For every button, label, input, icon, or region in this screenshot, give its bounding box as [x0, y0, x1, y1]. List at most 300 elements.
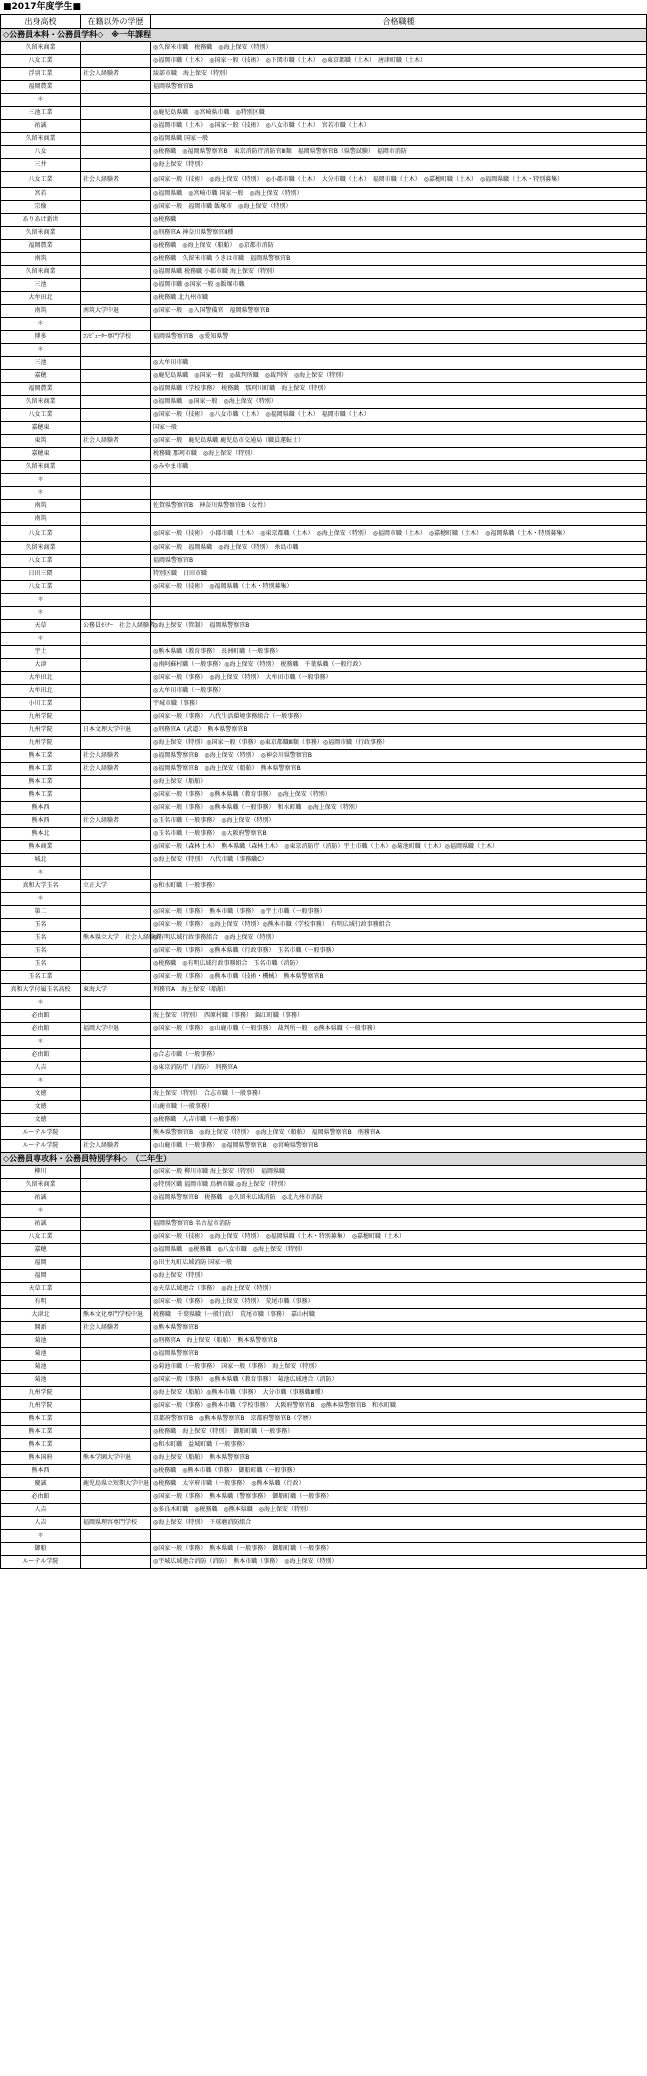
result-cell: 特別区職 日田市職: [151, 568, 647, 581]
table-row: [1, 1010, 647, 1023]
result-cell: ◎みやま市職: [151, 461, 647, 474]
school-cell: 天草工業: [1, 1283, 81, 1296]
table-row: [1, 305, 647, 318]
other-education-cell: [81, 1010, 151, 1023]
table-row: [1, 1023, 647, 1036]
page-title: ■2017年度学生■: [3, 2, 82, 12]
table-row: [1, 724, 647, 737]
school-cell: 久留米商業: [1, 396, 81, 409]
other-education-cell: [81, 1179, 151, 1192]
result-cell: ◎菊池市職（一般事務） 国家一般（事務） 海上保安（特別）: [151, 1361, 647, 1374]
school-cell: 八女工業: [1, 172, 81, 188]
result-cell: ◎国家一般（事務） 熊本県職（一般事務） 御船町職（一般事務）: [151, 1543, 647, 1556]
table-row: [1, 357, 647, 370]
other-education-cell: [81, 1374, 151, 1387]
other-education-cell: [81, 1218, 151, 1231]
table-row: [1, 266, 647, 279]
school-cell: 九州学院: [1, 737, 81, 750]
table-row: [1, 607, 647, 620]
other-education-cell: 社会人経験者: [81, 1322, 151, 1335]
school-cell: 嘉穂: [1, 370, 81, 383]
school-cell: 熊本工業: [1, 1413, 81, 1426]
school-cell: 天草: [1, 620, 81, 633]
result-cell: [151, 867, 647, 880]
other-education-cell: [81, 1491, 151, 1504]
school-cell: 人吉: [1, 1062, 81, 1075]
other-education-cell: [81, 581, 151, 594]
school-cell: 必由館: [1, 1049, 81, 1062]
school-cell: 熊本工業: [1, 1439, 81, 1452]
table-row: [1, 737, 647, 750]
other-education-cell: [81, 1283, 151, 1296]
school-cell: ＊: [1, 1036, 81, 1049]
other-education-cell: [81, 81, 151, 94]
result-cell: ◎南阿蘇村職（一般事務）◎海上保安（特別） 税務職 千葉県職（一般行政）: [151, 659, 647, 672]
school-cell: 久留米商業: [1, 542, 81, 555]
table-row: [1, 568, 647, 581]
table-row: [1, 435, 647, 448]
school-cell: 熊本工業: [1, 750, 81, 763]
other-education-cell: [81, 42, 151, 55]
other-education-cell: [81, 568, 151, 581]
school-cell: 八女工業: [1, 55, 81, 68]
result-cell: ◎国家一般（事務） 熊本県職（警察事務） 御船町職（一般事務）: [151, 1491, 647, 1504]
table-row: [1, 1075, 647, 1088]
result-cell: ◎税務職 北九州市職: [151, 292, 647, 305]
table-row: [1, 542, 647, 555]
result-cell: ◎税務職 海上保安（特別） 御船町職（一般事務）: [151, 1426, 647, 1439]
other-education-cell: [81, 1127, 151, 1140]
other-education-cell: [81, 594, 151, 607]
result-cell: ◎東京消防庁（消防） 刑務官A: [151, 1062, 647, 1075]
school-cell: 熊本工業: [1, 789, 81, 802]
other-education-cell: 社会人経験者: [81, 68, 151, 81]
other-education-cell: 福岡県理容専門学校: [81, 1517, 151, 1530]
result-cell: ◎福岡県職 税務職 小郡市職 海上保安（特別）: [151, 266, 647, 279]
table-row: [1, 880, 647, 893]
other-education-cell: [81, 776, 151, 789]
result-cell: [151, 1036, 647, 1049]
table-row: [1, 1361, 647, 1374]
school-cell: 開新: [1, 1322, 81, 1335]
table-row: [1, 409, 647, 422]
result-cell: ◎税務職 久留米市職 うきは市職 福岡県警察官B: [151, 253, 647, 266]
other-education-cell: [81, 958, 151, 971]
other-education-cell: [81, 971, 151, 984]
school-cell: 御船: [1, 1543, 81, 1556]
school-cell: 南筑: [1, 513, 81, 526]
other-education-cell: [81, 344, 151, 357]
school-cell: ＊: [1, 594, 81, 607]
school-cell: 大津北: [1, 1309, 81, 1322]
result-cell: ◎税務職 ◎熊本市職（事務） 御船町職（一般事務）: [151, 1465, 647, 1478]
other-education-cell: [81, 1296, 151, 1309]
result-cell: ◎国家一般（技術） 小郡市職（土木） ◎東京都職（土木） ◎海上保安（特別） ◎福岡市職（土木） ◎嘉穂町職（土木） ◎福岡県職（土木・特別募集）: [151, 526, 647, 542]
table-row: [1, 1257, 647, 1270]
table-row: [1, 107, 647, 120]
table-row: [1, 331, 647, 344]
result-cell: ◎海上保安（管制） 福岡県警察官B: [151, 620, 647, 633]
other-education-cell: 福岡大学中退: [81, 1023, 151, 1036]
result-cell: ◎福岡県職 ◎税務職 ◎八女市職 ◎海上保安（特別）: [151, 1244, 647, 1257]
other-education-cell: [81, 214, 151, 227]
result-cell: 京都府警察官B ◎熊本県警察官B 京都府警察官B（学歴）: [151, 1413, 647, 1426]
result-cell: ◎国家一般（事務） ◎熊本市職（技術・機械） 熊本県警察官B: [151, 971, 647, 984]
other-education-cell: 社会人経験者: [81, 815, 151, 828]
result-cell: [151, 1075, 647, 1088]
result-cell: ◎刑務官A（武道） 熊本県警察官B: [151, 724, 647, 737]
result-cell: 刑務官A 海上保安（船舶）: [151, 984, 647, 997]
result-cell: ◎税務職 ◎海上保安（船舶） ◎京都市消防: [151, 240, 647, 253]
table-row: [1, 1179, 647, 1192]
table-row: [1, 1478, 647, 1491]
school-cell: 文徳: [1, 1114, 81, 1127]
table-row: [1, 815, 647, 828]
school-cell: 熊本西: [1, 815, 81, 828]
other-education-cell: [81, 227, 151, 240]
table-row: [1, 594, 647, 607]
table-row: [1, 1283, 647, 1296]
school-cell: 必由館: [1, 1010, 81, 1023]
table-row: [1, 1322, 647, 1335]
table-row: [1, 227, 647, 240]
other-education-cell: [81, 1114, 151, 1127]
result-cell: 海上保安（特別） 合志市職（一般事務）: [151, 1088, 647, 1101]
school-cell: 久留米商業: [1, 42, 81, 55]
other-education-cell: [81, 409, 151, 422]
other-education-cell: [81, 555, 151, 568]
other-education-cell: 熊本県立大学 社会人経験者: [81, 932, 151, 945]
other-education-cell: 社会人経験者: [81, 750, 151, 763]
result-cell: ◎国家一般 福岡市職 飯塚市 ◎海上保安（特別）: [151, 201, 647, 214]
school-cell: 城北: [1, 854, 81, 867]
school-cell: 久留米商業: [1, 461, 81, 474]
result-cell: ◎国家一般 福岡県職 ◎海上保安（特別） 糸島市職: [151, 542, 647, 555]
other-education-cell: [81, 854, 151, 867]
table-row: [1, 1309, 647, 1322]
school-cell: 福岡農業: [1, 383, 81, 396]
table-row: [1, 1088, 647, 1101]
result-cell: ◎海上保安（特別） 八代市職（事務職C）: [151, 854, 647, 867]
other-education-cell: [81, 487, 151, 500]
other-education-cell: [81, 201, 151, 214]
result-cell: ◎和水町職（一般事務）: [151, 880, 647, 893]
table-row: [1, 344, 647, 357]
other-education-cell: [81, 461, 151, 474]
table-row: [1, 971, 647, 984]
school-cell: 福岡: [1, 1257, 81, 1270]
school-cell: 宮若: [1, 188, 81, 201]
school-cell: ルーテル学院: [1, 1140, 81, 1153]
school-cell: ＊: [1, 997, 81, 1010]
school-cell: 熊本工業: [1, 776, 81, 789]
other-education-cell: [81, 357, 151, 370]
table-row: [1, 1504, 647, 1517]
other-education-cell: [81, 107, 151, 120]
result-cell: [151, 607, 647, 620]
result-cell: [151, 94, 647, 107]
table-row: [1, 1231, 647, 1244]
school-cell: 大牟田北: [1, 672, 81, 685]
school-cell: ＊: [1, 607, 81, 620]
school-cell: 慶誠: [1, 1478, 81, 1491]
table-row: [1, 383, 647, 396]
table-row: [1, 958, 647, 971]
school-cell: 八女工業: [1, 581, 81, 594]
table-row: [1, 1166, 647, 1179]
school-cell: 熊本工業: [1, 763, 81, 776]
other-education-cell: 熊本文化専門学校中退: [81, 1309, 151, 1322]
school-cell: 大牟田北: [1, 685, 81, 698]
school-cell: 第二: [1, 906, 81, 919]
school-cell: 菊池: [1, 1374, 81, 1387]
result-cell: ◎天草広域連合（事務） ◎海上保安（特別）: [151, 1283, 647, 1296]
result-cell: ◎国家一般（事務） ◎海上保安（特別）◎熊本市職（学校事務） 有明広域行政事務組合: [151, 919, 647, 932]
table-row: [1, 1387, 647, 1400]
school-cell: 久留米商業: [1, 227, 81, 240]
table-row: [1, 1530, 647, 1543]
result-cell: ◎福岡県職 国家一般: [151, 133, 647, 146]
result-cell: ◎鹿児島県職 ◎国家一般 ◎裁判所職 ◎裁判所 ◎海上保安（特別）: [151, 370, 647, 383]
school-cell: 嘉穂: [1, 1244, 81, 1257]
table-row: [1, 1491, 647, 1504]
other-education-cell: [81, 370, 151, 383]
result-cell: ◎福岡市職（土木） ◎国家一般（技術） ◎八女市職（土木） 宮若市職（土木）: [151, 120, 647, 133]
result-cell: [151, 594, 647, 607]
school-cell: 熊本国府: [1, 1452, 81, 1465]
table-row: [1, 620, 647, 633]
other-education-cell: [81, 841, 151, 854]
school-cell: ＊: [1, 94, 81, 107]
result-cell: [151, 1205, 647, 1218]
result-cell: ◎福岡県職 ◎宮崎市職 国家一般 ◎海上保安（特別）: [151, 188, 647, 201]
school-cell: ＊: [1, 1205, 81, 1218]
other-education-cell: [81, 1192, 151, 1205]
result-cell: ◎刑務官A 神奈川県警察官Ⅱ種: [151, 227, 647, 240]
other-education-cell: [81, 120, 151, 133]
result-cell: ◎国家一般（事務） ◎熊本県職（教育事務） ◎海上保安（特別）: [151, 789, 647, 802]
result-cell: ◎刑務官A 海上保安（船舶） 熊本県警察官B: [151, 1335, 647, 1348]
school-cell: 有明: [1, 1296, 81, 1309]
result-cell: ◎税務職 ◎有明広域行政事務組合 玉名市職（消防）: [151, 958, 647, 971]
table-row: [1, 646, 647, 659]
other-education-cell: [81, 396, 151, 409]
table-row: [1, 1218, 647, 1231]
result-cell: ◎玉名市職（一般事務） ◎大阪府警察官B: [151, 828, 647, 841]
table-row: [1, 659, 647, 672]
other-education-cell: [81, 513, 151, 526]
school-cell: 宗像: [1, 201, 81, 214]
table-row: [1, 81, 647, 94]
table-row: [1, 763, 647, 776]
school-cell: ＊: [1, 1530, 81, 1543]
table-row: [1, 1036, 647, 1049]
table-row: [1, 1270, 647, 1283]
other-education-cell: [81, 1088, 151, 1101]
result-cell: ◎玉名市職（一般事務） ◎海上保安（特別）: [151, 815, 647, 828]
other-education-cell: [81, 685, 151, 698]
result-cell: ◎有明広域行政事務組合 ◎海上保安（特別）: [151, 932, 647, 945]
result-cell: ◎国家一般（技術） ◎海上保安（特別） ◎福岡県職（土木・特別募集） ◎嘉穂町職（土木）: [151, 1231, 647, 1244]
school-cell: 博多: [1, 331, 81, 344]
result-cell: ◎海上保安（船舶）◎熊本市職（事務） 大分市職（事務職Ⅲ種）: [151, 1387, 647, 1400]
result-cell: 福岡県警察官B: [151, 555, 647, 568]
table-row: [1, 1426, 647, 1439]
table-row: [1, 279, 647, 292]
table-row: [1, 1439, 647, 1452]
table-row: [1, 422, 647, 435]
other-education-cell: [81, 633, 151, 646]
other-education-cell: [81, 146, 151, 159]
other-education-cell: [81, 893, 151, 906]
other-education-cell: [81, 1049, 151, 1062]
school-cell: ＊: [1, 487, 81, 500]
table-row: [1, 945, 647, 958]
school-cell: 文徳: [1, 1088, 81, 1101]
school-cell: 大津: [1, 659, 81, 672]
table-row: [1, 1114, 647, 1127]
school-cell: 八女工業: [1, 555, 81, 568]
school-cell: 真和大学玉名: [1, 880, 81, 893]
school-cell: 熊本商業: [1, 841, 81, 854]
table-row: [1, 448, 647, 461]
school-cell: 福岡: [1, 1270, 81, 1283]
table-row: [1, 555, 647, 568]
table-row: [1, 1049, 647, 1062]
other-education-cell: [81, 1361, 151, 1374]
other-education-cell: 社会人経験者: [81, 435, 151, 448]
other-education-cell: 熊本学園大学中退: [81, 1452, 151, 1465]
other-education-cell: [81, 1465, 151, 1478]
result-cell: ◎税務職 太宰府市職（一般事務） ◎熊本県職（行政）: [151, 1478, 647, 1491]
table-row: [1, 1335, 647, 1348]
other-education-cell: [81, 1062, 151, 1075]
result-cell: [151, 474, 647, 487]
result-cell: 国家一般: [151, 422, 647, 435]
table-row: [1, 854, 647, 867]
table-row: [1, 932, 647, 945]
other-education-cell: [81, 318, 151, 331]
school-cell: ＊: [1, 344, 81, 357]
other-education-cell: [81, 94, 151, 107]
results-table: [0, 14, 647, 1569]
table-row: [1, 1517, 647, 1530]
school-cell: 菊池: [1, 1348, 81, 1361]
result-cell: 山鹿市職（一般事務）: [151, 1101, 647, 1114]
school-cell: 八女工業: [1, 409, 81, 422]
table-row: [1, 1556, 647, 1569]
school-cell: 八女: [1, 146, 81, 159]
school-cell: 嘉穂東: [1, 448, 81, 461]
school-cell: 福岡農業: [1, 240, 81, 253]
school-cell: 南筑: [1, 253, 81, 266]
result-cell: ◎福岡県警察官B ◎海上保安（特別） ◎神奈川県警察官B: [151, 750, 647, 763]
school-cell: ＊: [1, 1075, 81, 1088]
school-cell: 浮羽工業: [1, 68, 81, 81]
school-cell: 三池工業: [1, 107, 81, 120]
section-heading: ◇公務員本科・公務員学科◇ ※一年課程: [1, 29, 647, 42]
result-cell: [151, 318, 647, 331]
other-education-cell: [81, 1075, 151, 1088]
section-heading-row: [1, 29, 647, 42]
result-cell: 税務職 千葉県職（一般行政） 荒尾市職（事務） 嘉山村職: [151, 1309, 647, 1322]
other-education-cell: 公務員ｾﾐﾅｰ 社会人経験者: [81, 620, 151, 633]
result-cell: [151, 893, 647, 906]
table-row: [1, 487, 647, 500]
school-cell: 九州学院: [1, 1400, 81, 1413]
table-row: [1, 1101, 647, 1114]
result-cell: ◎大牟田市職（一般事務）: [151, 685, 647, 698]
result-cell: ◎熊本県警察官B: [151, 1322, 647, 1335]
table-row: [1, 1452, 647, 1465]
table-row: [1, 1374, 647, 1387]
school-cell: 祐誠: [1, 120, 81, 133]
section-heading-row: [1, 1153, 647, 1166]
other-education-cell: 立正大学: [81, 880, 151, 893]
school-cell: ＊: [1, 474, 81, 487]
result-cell: 宇城市職（事務）: [151, 698, 647, 711]
school-cell: 八女工業: [1, 526, 81, 542]
result-cell: ◎鹿児島県職 ◎宮崎県市職 ◎特別区職: [151, 107, 647, 120]
school-cell: 九州学院: [1, 711, 81, 724]
other-education-cell: ｺﾝﾋﾟｭｰﾀｰ専門学校: [81, 331, 151, 344]
table-row: [1, 318, 647, 331]
table-row: [1, 685, 647, 698]
table-row: [1, 984, 647, 997]
other-education-cell: [81, 240, 151, 253]
table-row: [1, 500, 647, 513]
school-cell: 三池: [1, 357, 81, 370]
result-cell: [151, 344, 647, 357]
result-cell: 海上保安（特別） 西原村職（事務） 錦江町職（事務）: [151, 1010, 647, 1023]
school-cell: 人吉: [1, 1504, 81, 1517]
school-cell: 久留米商業: [1, 1179, 81, 1192]
school-cell: 熊本西: [1, 1465, 81, 1478]
result-cell: ◎特別区職 福岡市職 鳥栖市職 ◎海上保安（特別）: [151, 1179, 647, 1192]
school-cell: 三池: [1, 279, 81, 292]
school-cell: 熊本西: [1, 802, 81, 815]
table-row: [1, 1348, 647, 1361]
other-education-cell: [81, 1244, 151, 1257]
other-education-cell: [81, 737, 151, 750]
school-cell: 東筑: [1, 435, 81, 448]
other-education-cell: [81, 500, 151, 513]
table-row: [1, 1244, 647, 1257]
table-header-row: [1, 15, 647, 29]
other-education-cell: [81, 188, 151, 201]
other-education-cell: [81, 1036, 151, 1049]
school-cell: 久留米商業: [1, 266, 81, 279]
result-cell: ◎福岡県警察官B: [151, 1348, 647, 1361]
other-education-cell: 社会人経験者: [81, 172, 151, 188]
table-row: [1, 789, 647, 802]
other-education-cell: 社会人経験者: [81, 763, 151, 776]
other-education-cell: [81, 1439, 151, 1452]
table-row: [1, 201, 647, 214]
table-row: [1, 253, 647, 266]
result-cell: ◎国家一般（事務） ◎熊本県職（教育事務） 菊池広域連合（消防）: [151, 1374, 647, 1387]
table-row: [1, 55, 647, 68]
other-education-cell: [81, 422, 151, 435]
table-row: [1, 1192, 647, 1205]
table-row: [1, 68, 647, 81]
table-row: [1, 1400, 647, 1413]
table-row: [1, 997, 647, 1010]
result-cell: ◎合志市職（一般事務）: [151, 1049, 647, 1062]
table-row: [1, 633, 647, 646]
result-cell: [151, 487, 647, 500]
table-row: [1, 802, 647, 815]
